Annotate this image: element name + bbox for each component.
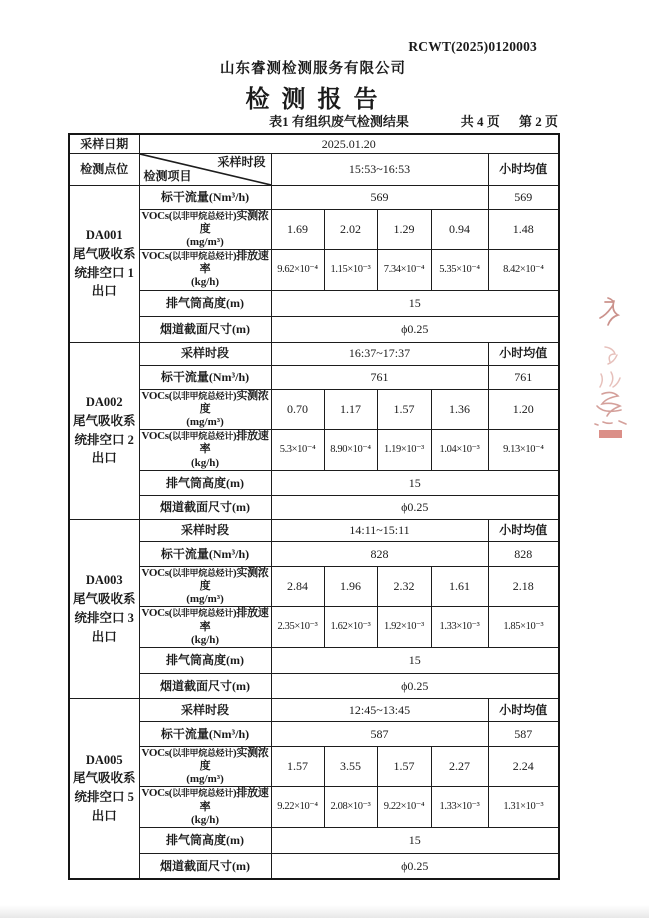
stack-height-label: 排气筒高度(m)	[139, 470, 271, 495]
point-line: DA001	[85, 228, 123, 243]
table-row	[69, 495, 559, 519]
stack-height-value: 15	[271, 647, 559, 673]
conc-value: 3.55	[324, 746, 377, 787]
voc-conc-unit: (mg/m³)	[186, 773, 224, 786]
rate-value: 1.33×10⁻³	[431, 787, 488, 828]
voc-label-part: )排放速率	[199, 787, 269, 813]
voc-rate-unit: (kg/h)	[190, 813, 220, 826]
voc-label-part: )排放速率	[199, 250, 269, 276]
table-caption-row	[68, 111, 558, 131]
handwritten-red-marginalia	[588, 292, 640, 444]
voc-conc-label	[139, 389, 271, 430]
voc-rate-label	[139, 430, 271, 471]
conc-value: 1.36	[431, 389, 488, 430]
flow-value: 587	[271, 721, 488, 746]
point-line: 尾气吸收系	[72, 246, 136, 261]
rate-value: 1.62×10⁻³	[324, 607, 377, 648]
conc-avg-value: 2.18	[488, 566, 559, 607]
point-label-da005	[69, 698, 139, 878]
conc-value: 1.69	[271, 209, 324, 250]
voc-conc-label	[139, 566, 271, 607]
duct-size-label: 烟道截面尺寸(m)	[139, 673, 271, 698]
table-row	[69, 647, 559, 673]
flow-label: 标干流量(Nm³/h)	[139, 185, 271, 209]
point-line: 尾气吸收系	[72, 592, 136, 607]
voc-label-part: 以非甲烷总烃计	[172, 788, 234, 799]
rate-avg-value: 1.85×10⁻³	[488, 607, 559, 648]
sampling-period-label: 采样时段	[139, 698, 271, 721]
conc-value: 0.70	[271, 389, 324, 430]
table-row	[69, 185, 559, 209]
scan-bottom-shadow	[0, 905, 649, 918]
voc-rate-label	[139, 607, 271, 648]
voc-label-part: )实测浓度	[199, 389, 269, 415]
conc-avg-value: 1.48	[488, 209, 559, 250]
table-row	[69, 134, 559, 153]
stack-height-value: 15	[271, 828, 559, 854]
point-line: 统排空口 5	[74, 790, 134, 805]
conc-value: 2.32	[377, 566, 431, 607]
voc-label-part: 以非甲烷总烃计	[172, 251, 234, 262]
table-row	[69, 209, 559, 250]
table-row	[69, 342, 559, 365]
conc-value: 1.29	[377, 209, 431, 250]
conc-value: 1.17	[324, 389, 377, 430]
report-number: RCWT(2025)0120003	[408, 39, 537, 54]
table-row	[69, 698, 559, 721]
flow-value: 828	[271, 541, 488, 566]
conc-value: 1.57	[377, 746, 431, 787]
voc-conc-label	[139, 746, 271, 787]
table-row	[69, 854, 559, 879]
point-label-da001	[69, 185, 139, 342]
point-label-da002	[69, 342, 139, 519]
emission-results-table	[68, 133, 560, 880]
voc-conc-label	[139, 209, 271, 250]
point-line: 出口	[91, 284, 117, 299]
voc-label-part: )排放速率	[199, 430, 269, 456]
table-row	[69, 787, 559, 828]
voc-label-part: 以非甲烷总烃计	[172, 567, 234, 578]
flow-avg-value: 828	[488, 541, 559, 566]
conc-avg-value: 1.20	[488, 389, 559, 430]
rate-value: 5.3×10⁻⁴	[271, 430, 324, 471]
duct-size-value: ϕ0.25	[271, 316, 559, 342]
conc-value: 1.96	[324, 566, 377, 607]
table-row	[69, 519, 559, 541]
point-line: 统排空口 1	[74, 265, 134, 280]
voc-label-part: VOCs(	[141, 250, 173, 263]
table-row	[69, 828, 559, 854]
rate-value: 1.33×10⁻³	[431, 607, 488, 648]
voc-label-part: 以非甲烷总烃计	[172, 431, 234, 442]
voc-label-part: VOCs(	[141, 746, 173, 759]
point-line: 出口	[91, 451, 117, 466]
table-row	[69, 673, 559, 698]
page-current: 第 2 页	[518, 114, 558, 129]
voc-rate-unit: (kg/h)	[190, 456, 220, 469]
voc-rate-label	[139, 250, 271, 291]
voc-label-part: VOCs(	[141, 566, 173, 579]
point-line: 尾气吸收系	[72, 413, 136, 428]
conc-value: 2.84	[271, 566, 324, 607]
point-line: 尾气吸收系	[72, 771, 136, 786]
point-line: DA005	[85, 752, 123, 767]
duct-size-label: 烟道截面尺寸(m)	[139, 495, 271, 519]
voc-label-part: 以非甲烷总烃计	[172, 608, 234, 619]
rate-avg-value: 1.31×10⁻³	[488, 787, 559, 828]
rate-value: 8.90×10⁻⁴	[324, 430, 377, 471]
conc-value: 1.57	[377, 389, 431, 430]
table-row	[69, 607, 559, 648]
table-caption: 表1 有组织废气检测结果	[269, 114, 409, 129]
voc-label-part: VOCs(	[141, 389, 173, 402]
conc-value: 1.61	[431, 566, 488, 607]
test-item-header: 检测项目	[143, 169, 192, 184]
voc-rate-unit: (kg/h)	[190, 633, 220, 646]
pagination	[445, 111, 558, 130]
rate-value: 2.08×10⁻³	[324, 787, 377, 828]
sampling-period-label: 采样时段	[139, 342, 271, 365]
red-stamp-mark	[599, 430, 622, 438]
flow-label: 标干流量(Nm³/h)	[139, 541, 271, 566]
hourly-avg-header: 小时均值	[488, 342, 559, 365]
table-row	[69, 541, 559, 566]
sample-date-value: 2025.01.20	[139, 134, 559, 153]
flow-value: 761	[271, 365, 488, 389]
duct-size-value: ϕ0.25	[271, 673, 559, 698]
flow-avg-value: 569	[488, 185, 559, 209]
voc-conc-unit: (mg/m³)	[186, 235, 224, 248]
table-row	[69, 153, 559, 185]
rate-value: 1.04×10⁻³	[431, 430, 488, 471]
voc-label-part: VOCs(	[141, 209, 173, 222]
table-row	[69, 365, 559, 389]
conc-value: 2.02	[324, 209, 377, 250]
table-row	[69, 470, 559, 495]
conc-avg-value: 2.24	[488, 746, 559, 787]
period-value-da005: 12:45~13:45	[271, 698, 488, 721]
hourly-avg-header: 小时均值	[488, 153, 559, 185]
flow-label: 标干流量(Nm³/h)	[139, 721, 271, 746]
voc-label-part: )实测浓度	[199, 209, 269, 235]
duct-size-label: 烟道截面尺寸(m)	[139, 316, 271, 342]
rate-value: 2.35×10⁻³	[271, 607, 324, 648]
rate-value: 5.35×10⁻⁴	[431, 250, 488, 291]
rate-avg-value: 8.42×10⁻⁴	[488, 250, 559, 291]
flow-value: 569	[271, 185, 488, 209]
monitor-point-label: 检测点位	[69, 153, 139, 185]
voc-label-part: 以非甲烷总烃计	[172, 747, 234, 758]
flow-avg-value: 587	[488, 721, 559, 746]
hourly-avg-header: 小时均值	[488, 698, 559, 721]
voc-label-part: 以非甲烷总烃计	[172, 390, 234, 401]
company-name: 山东睿测检测服务有限公司	[220, 61, 406, 77]
hourly-avg-header: 小时均值	[488, 519, 559, 541]
pages-total: 共 4 页	[460, 114, 500, 129]
duct-size-value: ϕ0.25	[271, 854, 559, 879]
diagonal-header-cell	[139, 153, 271, 185]
rate-avg-value: 9.13×10⁻⁴	[488, 430, 559, 471]
table-row	[69, 721, 559, 746]
table-row	[69, 250, 559, 291]
period-value-da001: 15:53~16:53	[271, 153, 488, 185]
flow-avg-value: 761	[488, 365, 559, 389]
report-title: 检 测 报 告	[245, 87, 381, 113]
rate-value: 1.15×10⁻³	[324, 250, 377, 291]
conc-value: 1.57	[271, 746, 324, 787]
point-line: 出口	[91, 629, 117, 644]
voc-label-part: VOCs(	[141, 607, 173, 620]
table-row	[69, 566, 559, 607]
voc-label-part: )排放速率	[199, 607, 269, 633]
table-row	[69, 316, 559, 342]
rate-value: 9.22×10⁻⁴	[377, 787, 431, 828]
stack-height-label: 排气筒高度(m)	[139, 828, 271, 854]
table-row	[69, 746, 559, 787]
voc-label-part: )实测浓度	[199, 566, 269, 592]
period-value-da003: 14:11~15:11	[271, 519, 488, 541]
rate-value: 7.34×10⁻⁴	[377, 250, 431, 291]
stack-height-label: 排气筒高度(m)	[139, 290, 271, 316]
point-line: 出口	[91, 808, 117, 823]
point-line: 统排空口 3	[74, 610, 134, 625]
duct-size-label: 烟道截面尺寸(m)	[139, 854, 271, 879]
point-line: 统排空口 2	[74, 432, 134, 447]
rate-value: 9.22×10⁻⁴	[271, 787, 324, 828]
voc-conc-unit: (mg/m³)	[186, 593, 224, 606]
point-label-da003	[69, 519, 139, 698]
conc-value: 2.27	[431, 746, 488, 787]
voc-rate-label	[139, 787, 271, 828]
sampling-period-label: 采样时段	[139, 519, 271, 541]
sampling-period-header: 采样时段	[217, 154, 266, 169]
stack-height-label: 排气筒高度(m)	[139, 647, 271, 673]
stack-height-value: 15	[271, 290, 559, 316]
voc-rate-unit: (kg/h)	[190, 276, 220, 289]
period-value-da002: 16:37~17:37	[271, 342, 488, 365]
voc-label-part: VOCs(	[141, 787, 173, 800]
flow-label: 标干流量(Nm³/h)	[139, 365, 271, 389]
duct-size-value: ϕ0.25	[271, 495, 559, 519]
voc-label-part: )实测浓度	[199, 746, 269, 773]
table-row	[69, 430, 559, 471]
table-row	[69, 290, 559, 316]
point-line: DA002	[85, 395, 123, 410]
voc-conc-unit: (mg/m³)	[186, 416, 224, 428]
sample-date-label: 采样日期	[69, 134, 139, 153]
voc-label-part: 以非甲烷总烃计	[172, 210, 234, 221]
voc-label-part: VOCs(	[141, 430, 173, 443]
table-row	[69, 389, 559, 430]
rate-value: 1.19×10⁻³	[377, 430, 431, 471]
rate-value: 9.62×10⁻⁴	[271, 250, 324, 291]
point-line: DA003	[85, 573, 123, 588]
rate-value: 1.92×10⁻³	[377, 607, 431, 648]
stack-height-value: 15	[271, 470, 559, 495]
conc-value: 0.94	[431, 209, 488, 250]
